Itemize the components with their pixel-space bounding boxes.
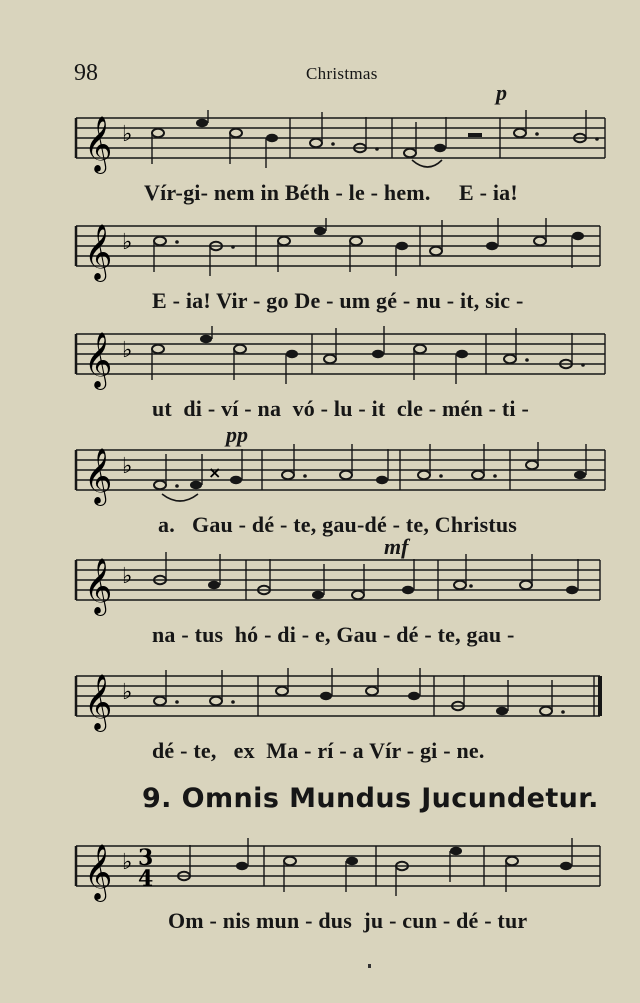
print-speck: [368, 964, 371, 968]
syllable: ju: [363, 908, 384, 933]
syllable: na: [257, 396, 282, 421]
dynamic-marking: mf: [384, 534, 409, 559]
syllable: dé: [251, 512, 275, 537]
syllable: le: [348, 180, 365, 205]
music-system-3: [0, 326, 640, 436]
syllable: -: [339, 738, 347, 763]
syllable: um: [339, 288, 371, 313]
syllable: E: [459, 180, 474, 205]
lyrics-line-3: [152, 396, 529, 422]
syllable: -: [301, 622, 310, 647]
svg-text:♭: ♭: [122, 850, 133, 875]
syllable: dé: [396, 622, 419, 647]
syllable: te,: [193, 738, 217, 763]
syllable: -: [357, 512, 365, 537]
syllable: Vír-: [144, 180, 184, 205]
syllable: Gau: [336, 622, 378, 647]
svg-text:𝄞: 𝄞: [84, 448, 113, 504]
syllable: Vir: [216, 288, 248, 313]
syllable: -: [406, 738, 415, 763]
syllable: dus: [318, 908, 352, 933]
music-system-6: [0, 668, 640, 778]
lyrics-line-6: [152, 738, 485, 764]
syllable: gau: [322, 512, 357, 537]
lyrics-line-4: [158, 512, 517, 538]
time-signature-top: 3: [138, 845, 154, 871]
lyrics-line-1: [144, 180, 518, 206]
syllable: -: [238, 512, 247, 537]
syllable: dé: [152, 738, 175, 763]
lyrics-line-7: [168, 908, 527, 934]
syllable: dé: [456, 908, 479, 933]
svg-text:𝄞: 𝄞: [84, 332, 113, 388]
syllable: ia!: [492, 180, 518, 205]
running-title: Christmas: [306, 64, 378, 83]
svg-text:♭: ♭: [122, 454, 133, 479]
music-system-1: [0, 80, 640, 220]
lyrics-line-5: [152, 622, 515, 648]
syllable: in: [260, 180, 280, 205]
syllable: gé: [376, 288, 398, 313]
syllable: -: [402, 288, 411, 313]
syllable: vó: [292, 396, 315, 421]
syllable: Ma: [266, 738, 299, 763]
syllable: -: [280, 512, 288, 537]
svg-text:𝄞: 𝄞: [84, 674, 113, 730]
svg-text:♭: ♭: [122, 338, 133, 363]
syllable: e,: [314, 622, 331, 647]
time-signature-bottom: 4: [138, 866, 154, 892]
syllable: -: [209, 908, 218, 933]
syllable: ti: [501, 396, 516, 421]
music-system-5: [0, 534, 640, 662]
syllable: it,: [459, 288, 480, 313]
syllable: ex: [233, 738, 255, 763]
syllable: ne.: [456, 738, 485, 763]
syllable: nu: [416, 288, 442, 313]
syllable: ví: [221, 396, 239, 421]
syllable: -: [370, 180, 379, 205]
syllable: -: [479, 180, 488, 205]
syllable: gi: [419, 738, 438, 763]
syllable: Om: [168, 908, 204, 933]
syllable: -: [484, 908, 492, 933]
syllable: te,: [437, 622, 461, 647]
syllable: -: [389, 908, 397, 933]
syllable: a.: [158, 512, 175, 537]
syllable: -: [264, 622, 272, 647]
dynamic-marking: p: [496, 80, 507, 105]
syllable: -: [443, 738, 451, 763]
syllable: -: [326, 288, 334, 313]
syllable: te,: [293, 512, 317, 537]
syllable: -: [515, 288, 524, 313]
syllable: tur: [497, 908, 528, 933]
syllable: -: [488, 396, 497, 421]
syllable: -: [207, 396, 216, 421]
svg-text:×: ×: [208, 463, 222, 482]
lyrics-line-2: [152, 288, 524, 314]
syllable: De: [294, 288, 321, 313]
syllable: -: [244, 396, 252, 421]
syllable: cle: [396, 396, 424, 421]
syllable: -: [181, 622, 189, 647]
syllable: it: [371, 396, 386, 421]
syllable: hó: [234, 622, 259, 647]
svg-text:𝄞: 𝄞: [84, 116, 113, 172]
syllable: di: [277, 622, 297, 647]
syllable: nem: [213, 180, 255, 205]
syllable: -: [253, 288, 261, 313]
syllable: -: [442, 908, 451, 933]
syllable: na: [152, 622, 176, 647]
syllable: mén: [442, 396, 483, 421]
syllable: -: [320, 396, 329, 421]
syllable: te,: [405, 512, 430, 537]
syllable: gau: [466, 622, 502, 647]
syllable: Gau: [192, 512, 233, 537]
svg-text:𝄞: 𝄞: [84, 224, 113, 280]
dynamic-marking: pp: [226, 422, 248, 447]
syllable: -: [521, 396, 529, 421]
syllable: sic: [485, 288, 511, 313]
syllable: nis: [222, 908, 251, 933]
syllable: -: [180, 738, 188, 763]
syllable: -: [335, 180, 343, 205]
syllable: cun: [402, 908, 438, 933]
syllable: -: [428, 396, 437, 421]
hymn-name: Omnis Mundus Jucundetur.: [181, 783, 599, 814]
syllable: -: [392, 512, 401, 537]
syllable: -: [304, 738, 312, 763]
syllable: a: [352, 738, 364, 763]
syllable: -: [305, 908, 313, 933]
syllable: Christus: [434, 512, 518, 537]
syllable: hem.: [383, 180, 431, 205]
svg-text:♭: ♭: [122, 230, 133, 255]
music-system-7: [0, 838, 640, 948]
hymn-title: [142, 783, 599, 814]
syllable: go: [266, 288, 289, 313]
svg-text:𝄞: 𝄞: [84, 558, 113, 614]
syllable: tus: [194, 622, 224, 647]
syllable: ia!: [185, 288, 211, 313]
syllable: -: [424, 622, 432, 647]
syllable: E: [152, 288, 167, 313]
syllable: -: [446, 288, 455, 313]
syllable: lu: [333, 396, 353, 421]
syllable: rí: [317, 738, 334, 763]
syllable: -: [172, 288, 181, 313]
syllable: di: [183, 396, 203, 421]
syllable: mun: [256, 908, 300, 933]
syllable: -: [507, 622, 515, 647]
svg-text:𝄞: 𝄞: [84, 844, 113, 900]
page-header: [0, 58, 640, 88]
syllable: dé: [364, 512, 387, 537]
syllable: -: [358, 396, 366, 421]
music-system-2: [0, 218, 640, 328]
syllable: -: [383, 622, 391, 647]
svg-text:♭: ♭: [122, 564, 133, 589]
syllable: Vír: [369, 738, 402, 763]
syllable: gi-: [183, 180, 209, 205]
music-system-4: [0, 422, 640, 552]
syllable: Béth: [284, 180, 330, 205]
svg-text:♭: ♭: [122, 680, 133, 705]
page-number: 98: [74, 60, 98, 86]
hymn-number: 9.: [142, 783, 172, 814]
svg-text:♭: ♭: [122, 122, 133, 147]
syllable: ut: [152, 396, 172, 421]
